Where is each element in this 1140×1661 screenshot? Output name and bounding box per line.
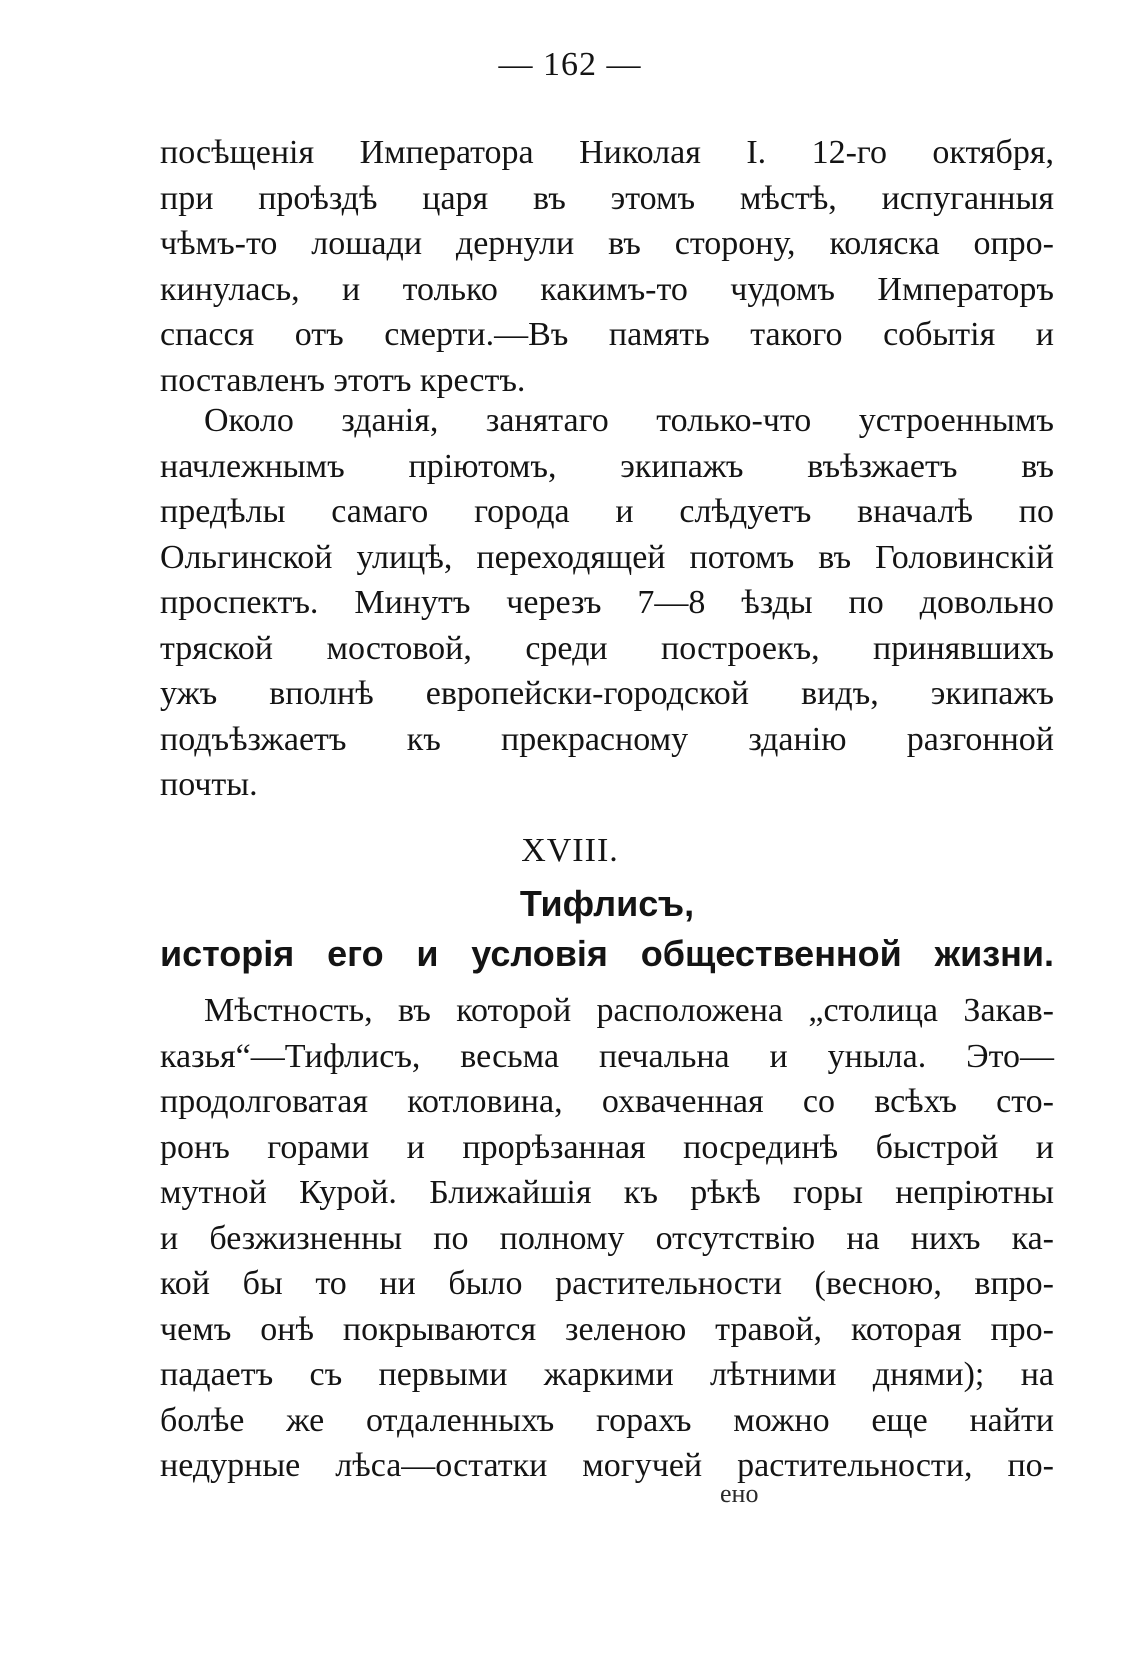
text-line: и безжизненны по полному отсутствію на нихъ ка-: [160, 1219, 1054, 1257]
text-line: мутной Курой. Ближайшія къ рѣкѣ горы непріютны: [160, 1174, 1054, 1211]
text-line: болѣе же отдаленныхъ горахъ можно еще найти: [160, 1401, 1054, 1439]
text-line: проспектъ. Минутъ черезъ 7—8 ѣзды по довольно: [160, 584, 1054, 621]
text-line: падаетъ съ первыми жаркими лѣтними днями); на: [160, 1356, 1054, 1393]
text-line: предѣлы самаго города и слѣдуетъ вначалѣ по: [160, 493, 1054, 530]
text-line: подъѣзжаетъ къ прекрасному зданію разгонной: [160, 720, 1054, 758]
text-line: казья“—Тифлисъ, весьма печальна и уныла. Это—: [160, 1037, 1054, 1075]
text-line: продолговатая котловина, охваченная со всѣхъ сто-: [160, 1083, 1054, 1120]
page-number: — 162 —: [498, 46, 642, 83]
chapter-number: XVIII.: [521, 832, 619, 869]
paragraph-tiflis: [160, 988, 1054, 1489]
text-line: ронъ горами и прорѣзанная посрединѣ быстрой и: [160, 1128, 1054, 1166]
text-line: кинулась, и только какимъ-то чудомъ Императоръ: [160, 270, 1054, 308]
text-line: при проѣздѣ царя въ этомъ мѣстѣ, испуганныя: [160, 179, 1054, 217]
text-line: ужъ вполнѣ европейски-городской видъ, экипажъ: [160, 675, 1054, 712]
catchword: ено: [720, 1479, 759, 1508]
text-line: Ольгинской улицѣ, переходящей потомъ въ Головинскій: [160, 538, 1054, 576]
text-line: чемъ онѣ покрываются зеленою травой, которая про-: [160, 1310, 1054, 1348]
text-line: начлежнымъ пріютомъ, экипажъ въѣзжаетъ въ: [160, 447, 1054, 485]
text-line: недурные лѣса—остатки могучей растительности, по-: [160, 1447, 1054, 1484]
text-line: поставленъ этотъ крестъ.: [160, 361, 526, 399]
text-line: спасся отъ смерти.—Въ память такого событія и: [160, 316, 1054, 353]
chapter-title: Тифлисъ,: [519, 883, 695, 924]
chapter-subtitle: исторія его и условія общественной жизни.: [160, 933, 1054, 974]
text-line: чѣмъ-то лошади дернули въ сторону, коляска опро-: [160, 225, 1054, 262]
paragraph-arrival: [160, 398, 1054, 808]
text-line: тряской мостовой, среди построекъ, принявшихъ: [160, 629, 1054, 667]
text-line: Около зданія, занятаго только-что устроеннымъ: [204, 402, 1054, 439]
text-line: кой бы то ни было растительности (весною, впро-: [160, 1265, 1054, 1302]
paragraph-continued: [160, 130, 1054, 403]
text-line: почты.: [160, 766, 258, 803]
text-line: посѣщенія Императора Николая I. 12-го октября,: [160, 134, 1054, 171]
text-line: Мѣстность, въ которой расположена „столица Закав-: [204, 992, 1054, 1029]
